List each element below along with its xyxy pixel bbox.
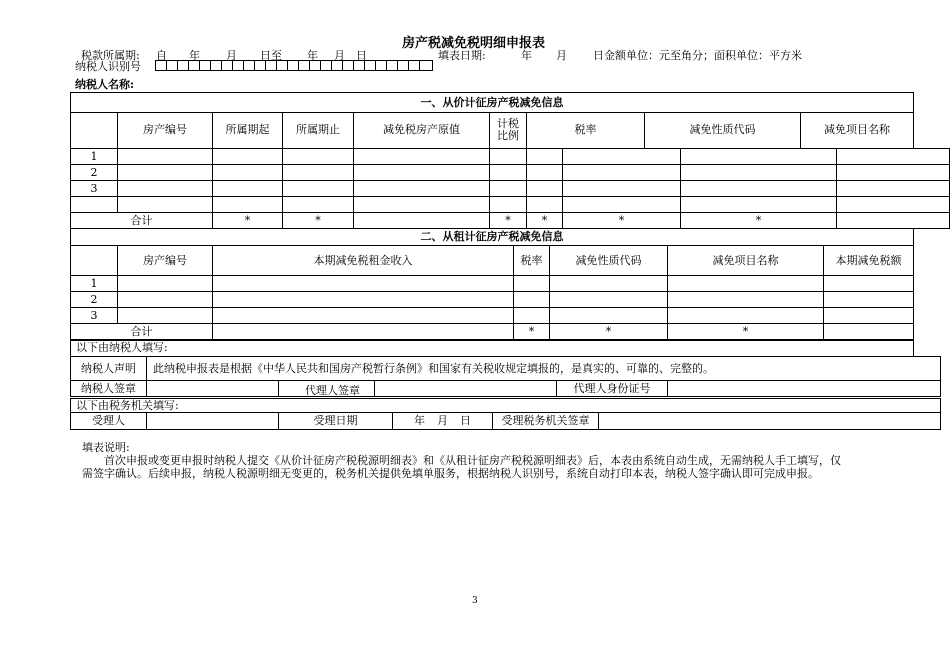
row-number: 1	[71, 276, 118, 292]
period-from: 自	[156, 49, 167, 62]
statement-label: 纳税人声明	[71, 357, 147, 381]
taxpayer-fill-table	[70, 340, 914, 356]
col-tax-ratio: 计税 比例	[490, 112, 527, 148]
page-number: 3	[472, 596, 478, 606]
col-rent-income: 本期减免税租金收入	[213, 246, 514, 276]
period-to-year: 年	[307, 49, 318, 62]
row-number: 2	[71, 165, 118, 181]
agent-id-field[interactable]	[668, 381, 941, 397]
table-row	[71, 181, 950, 197]
col-reduction-code-2: 减免性质代码	[550, 246, 668, 276]
cell[interactable]	[213, 149, 283, 165]
col-period-start: 所属期起	[213, 112, 283, 148]
star-mark: *	[563, 213, 681, 229]
col-reduction-code: 减免性质代码	[645, 112, 801, 148]
cell[interactable]	[563, 149, 681, 165]
cell[interactable]	[681, 165, 837, 181]
table-row	[71, 276, 914, 292]
cell[interactable]	[527, 165, 563, 181]
receive-date-field[interactable]: 年 月 日	[393, 413, 493, 430]
section1-table	[70, 95, 914, 149]
row-number: 2	[71, 292, 118, 308]
section2-title: 二、从租计征房产税减免信息	[71, 229, 914, 246]
cell[interactable]	[354, 165, 490, 181]
cell[interactable]	[824, 292, 914, 308]
section1-title: 一、从价计征房产税减免信息	[71, 95, 914, 112]
office-sign-label: 受理税务机关签章	[493, 413, 599, 430]
star-mark: *	[681, 213, 837, 229]
cell[interactable]	[668, 308, 824, 324]
receiver-field[interactable]	[147, 413, 279, 430]
cell[interactable]	[213, 324, 514, 340]
col-period-end: 所属期止	[283, 112, 354, 148]
receive-date-label: 受理日期	[279, 413, 393, 430]
cell[interactable]	[681, 181, 837, 197]
row-number: 3	[71, 308, 118, 324]
row-number: 3	[71, 181, 118, 197]
star-mark: *	[668, 324, 824, 340]
cell[interactable]	[283, 165, 354, 181]
cell[interactable]	[354, 197, 490, 213]
col-property-no: 房产编号	[118, 112, 213, 148]
cell[interactable]	[563, 165, 681, 181]
cell[interactable]	[213, 292, 514, 308]
cell[interactable]	[824, 308, 914, 324]
cell[interactable]	[213, 308, 514, 324]
star-mark: *	[213, 213, 283, 229]
cell[interactable]	[681, 197, 837, 213]
agent-sign-label: 代理人签章	[305, 384, 360, 397]
cell[interactable]	[118, 308, 213, 324]
notes-line-1: 首次申报或变更申报时纳税人提交《从价计征房产税税源明细表》和《从租计征房产税税源明细表》后，本表由系统自动生成，无需纳税人手工填写，仅	[104, 454, 841, 467]
cell[interactable]	[550, 292, 668, 308]
cell[interactable]	[118, 181, 213, 197]
office-fill-label: 以下由税务机关填写:	[71, 399, 941, 413]
cell[interactable]	[118, 197, 213, 213]
taxpayer-id-label: 纳税人识别号	[75, 60, 141, 73]
cell[interactable]	[563, 197, 681, 213]
cell[interactable]	[118, 292, 213, 308]
table-row	[71, 149, 950, 165]
cell[interactable]	[118, 165, 213, 181]
total-label: 合计	[71, 324, 213, 340]
cell[interactable]	[837, 213, 950, 229]
period-to-month: 月	[334, 49, 345, 62]
cell[interactable]	[213, 276, 514, 292]
cell[interactable]	[490, 197, 527, 213]
col-original-value: 减免税房产原值	[354, 112, 490, 148]
office-table	[70, 412, 941, 430]
total-row	[71, 213, 950, 229]
cell[interactable]	[681, 149, 837, 165]
cell[interactable]	[550, 308, 668, 324]
cell[interactable]	[668, 276, 824, 292]
cell[interactable]	[514, 276, 550, 292]
cell[interactable]	[118, 149, 213, 165]
cell[interactable]	[514, 292, 550, 308]
cell[interactable]	[837, 165, 950, 181]
table-row	[71, 308, 914, 324]
total-row	[71, 324, 914, 340]
office-fill-table	[70, 398, 941, 413]
table-row	[71, 292, 914, 308]
notes-heading: 填表说明:	[82, 441, 130, 454]
period-from-day: 日至	[260, 49, 282, 62]
cell[interactable]	[490, 149, 527, 165]
star-mark: *	[514, 324, 550, 340]
cell[interactable]	[213, 165, 283, 181]
star-mark: *	[283, 213, 354, 229]
period-from-month: 月	[226, 49, 237, 62]
cell[interactable]	[283, 149, 354, 165]
fill-date-month: 月	[556, 49, 567, 62]
cell[interactable]	[527, 149, 563, 165]
agent-sign-field[interactable]	[375, 381, 557, 397]
taxpayer-name-label: 纳税人名称:	[75, 78, 135, 91]
notes-line-2: 需签字确认。后续申报，纳税人税源明细无变更的，税务机关提供免填单服务，根据纳税人识别号，系统自动打印本表，纳税人签字确认即可完成申报。	[82, 467, 819, 480]
cell[interactable]	[668, 292, 824, 308]
table-row	[71, 197, 950, 213]
cell[interactable]	[354, 213, 490, 229]
period-label: 税款所属期:	[81, 49, 140, 62]
star-mark: *	[550, 324, 668, 340]
col-reduction-amount-2: 本期减免税额	[824, 246, 914, 276]
declaration-table	[70, 356, 941, 397]
cell[interactable]	[490, 181, 527, 197]
section1-body	[70, 148, 950, 229]
cell[interactable]	[563, 181, 681, 197]
star-mark: *	[490, 213, 527, 229]
cell[interactable]	[354, 181, 490, 197]
col-tax-rate-2: 税率	[514, 246, 550, 276]
col-project-name: 减免项目名称	[801, 112, 914, 148]
period-to-day: 日	[356, 49, 367, 62]
fill-date-year: 年	[521, 49, 532, 62]
cell[interactable]	[824, 276, 914, 292]
cell[interactable]	[213, 197, 283, 213]
agent-id-label: 代理人身份证号	[557, 381, 668, 397]
cell[interactable]	[837, 149, 950, 165]
taxpayer-fill-label: 以下由纳税人填写:	[71, 341, 914, 356]
statement-text: 此纳税申报表是根据《中华人民共和国房产税暂行条例》和国家有关税收规定填报的，是真实的、可靠的、完整的。	[147, 357, 941, 381]
taxpayer-id-boxes[interactable]	[155, 60, 433, 71]
cell[interactable]	[837, 181, 950, 197]
col-tax-rate: 税率	[527, 112, 645, 148]
cell[interactable]	[354, 149, 490, 165]
star-mark: *	[527, 213, 563, 229]
cell[interactable]	[837, 197, 950, 213]
row-number	[71, 197, 118, 213]
fill-date-label: 填表日期:	[438, 49, 486, 62]
cell[interactable]	[283, 181, 354, 197]
cell[interactable]	[490, 165, 527, 181]
cell[interactable]	[213, 181, 283, 197]
cell[interactable]	[283, 197, 354, 213]
row-number: 1	[71, 149, 118, 165]
total-label: 合计	[71, 213, 213, 229]
cell[interactable]	[527, 181, 563, 197]
col-project-name-2: 减免项目名称	[668, 246, 824, 276]
form-title: 房产税减免税明细申报表	[402, 36, 546, 51]
amount-units: 日金额单位：元至角分；面积单位：平方米	[593, 49, 802, 62]
cell[interactable]	[550, 276, 668, 292]
taxpayer-sign-field[interactable]	[147, 381, 279, 397]
cell[interactable]	[824, 324, 914, 340]
cell[interactable]	[118, 276, 213, 292]
period-from-year: 年	[189, 49, 200, 62]
taxpayer-sign-label: 纳税人签章	[71, 381, 147, 397]
office-sign-field[interactable]	[599, 413, 941, 430]
receiver-label: 受理人	[71, 413, 147, 430]
cell[interactable]	[527, 197, 563, 213]
table-row	[71, 165, 950, 181]
col-property-no-2: 房产编号	[118, 246, 213, 276]
cell[interactable]	[514, 308, 550, 324]
section2-table	[70, 228, 914, 340]
